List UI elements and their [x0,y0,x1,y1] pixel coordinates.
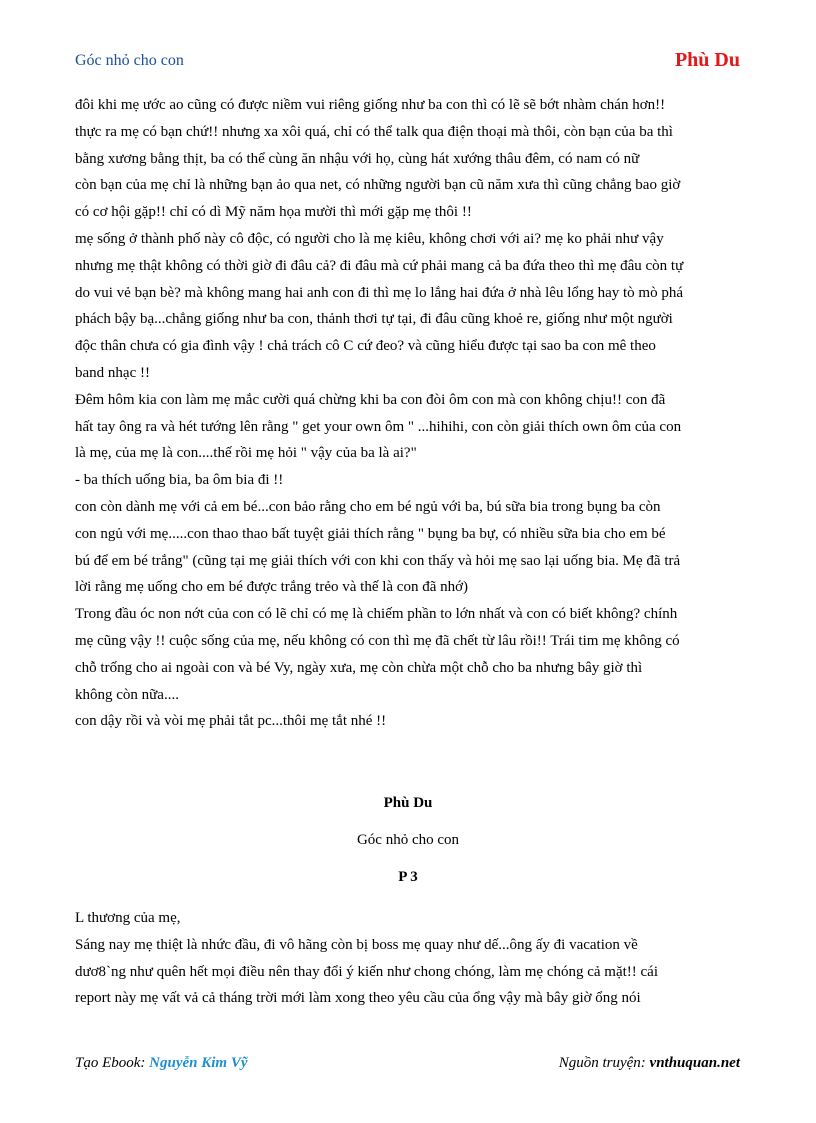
text-line: mẹ sống ở thành phố này cô độc, có người cho là mẹ kiêu, không chơi với ai? mẹ ko phải như vậy [75,230,664,247]
text-line: có cơ hội gặp!! chỉ có dì Mỹ năm họa mười thì mới gặp mẹ thôi !! [75,204,472,221]
footer-ebook-name: Nguyễn Kim Vỹ [149,1055,248,1071]
text-line: còn bạn của mẹ chỉ là những bạn ảo qua net, có những người bạn cũ năm xưa thì cũng chẳng bao giờ [75,177,681,194]
text-line: Trong đầu óc non nớt của con có lẽ chỉ có mẹ là chiếm phần to lớn nhất và con có biết không? chính [75,606,678,623]
section-part: P 3 [398,869,418,885]
text-line: report này mẹ vất vả cả tháng trời mới làm xong theo yêu cầu của ổng vậy mà bây giờ ổng nói [75,990,641,1007]
footer-source-site[interactable]: vnthuquan.net [649,1055,740,1071]
text-line: nhưng mẹ thật không có thời giờ đi đâu cả? đi đâu mà cứ phải mang cả ba đứa theo thì mẹ đâu còn tự [75,257,684,274]
text-line: dươ8`ng như quên hết mọi điều nên thay đổi ý kiến như chong chóng, làm mẹ chóng cả mặt!! cái [75,963,659,980]
text-line: con dậy rồi và vòi mẹ phải tắt pc...thôi mẹ tắt nhé !! [75,713,387,730]
section1-body [75,92,747,735]
text-line: là mẹ, của mẹ là con....thế rồi mẹ hỏi " vậy của ba là ai?" [75,445,417,462]
footer-ebook-sep: : [140,1055,150,1071]
text-line: chỗ trống cho ai ngoài con và bé Vy, ngày xưa, mẹ còn chừa một chỗ cho ba nhưng bây giờ thì [75,659,643,676]
text-line: lời rằng mẹ uống cho em bé được trắng trẻo và thế là con đã nhớ) [75,579,469,596]
section2-body [75,905,747,1012]
text-line: con còn dành mẹ với cả em bé...con bảo rằng cho em bé ngủ với ba, bú sữa bia trong bụng ba còn [75,498,661,515]
text-line: bằng xương bằng thịt, ba có thể cùng ăn nhậu với họ, cùng hát xướng thâu đêm, có nam có nữ [75,150,640,167]
text-line: Đêm hôm kia con làm mẹ mắc cười quá chừng khi ba con đòi ôm con mà con không chịu!! con đã [75,391,666,408]
footer-ebook-label: Tạo Ebook [75,1055,141,1071]
text-line: con ngủ với mẹ.....con thao thao bất tuyệt giải thích rằng " bụng ba bự, có nhiều sữa bia cho em bé [75,525,666,542]
text-line: độc thân chưa có gia đình vậy ! chả trách cô C cứ đeo? và cũng hiểu được tại sao ba con mê theo [75,338,656,355]
text-line: đôi khi mẹ ước ao cũng có được niềm vui riêng giống như ba con thì có lẽ sẽ bớt nhàm chán hơn!! [75,97,666,113]
text-line: Sáng nay mẹ thiệt là nhức đầu, đi vô hãng còn bị boss mẹ quay như dế...ông ấy đi vacation về [75,936,638,953]
text-line: không còn nữa.... [75,686,179,703]
footer-source-sep: : [640,1055,650,1071]
section-author: Phù Du [383,795,433,811]
text-line: L thương của mẹ, [75,910,181,926]
text-line: mẹ cũng vậy !! cuộc sống của mẹ, nếu không có con thì mẹ đã chết từ lâu rồi!! Trái tim mẹ không có [75,632,680,649]
text-line: hất tay ông ra và hét tướng lên rằng " get your own ôm " ...hihihi, con còn giải thích own ôm của con [75,418,682,435]
footer-source-label: Nguồn truyện [558,1055,641,1071]
text-line: bú để em bé trắng" (cũng tại mẹ giải thích với con khi con thấy và hỏi mẹ sao lại uống bia. Mẹ đã trả [75,552,681,569]
section-book-title: Góc nhỏ cho con [356,832,460,848]
text-line: phách bậy bạ...chẳng giống như ba con, thảnh thơi tự tại, đi đâu cũng khoẻ re, giống như một người [75,311,673,328]
text-line: - ba thích uống bia, ba ôm bia đi !! [75,472,284,489]
header-author: Phù Du [674,49,740,71]
header-book-title: Góc nhỏ cho con [75,52,184,69]
text-line: thực ra mẹ có bạn chứ!! nhưng xa xôi quá, chỉ có thể talk qua điện thoại mà thôi, còn bạn của ba thì [75,123,673,140]
footer-ebook-credit [75,1055,248,1072]
text-line: do vui vẻ bạn bè? mà không mang hai anh con đi thì mẹ lo lắng hai đứa ở nhà lêu lổng hay tò mò phá [75,284,684,301]
footer-source-credit [559,1055,740,1072]
text-line: band nhạc !! [75,364,150,381]
